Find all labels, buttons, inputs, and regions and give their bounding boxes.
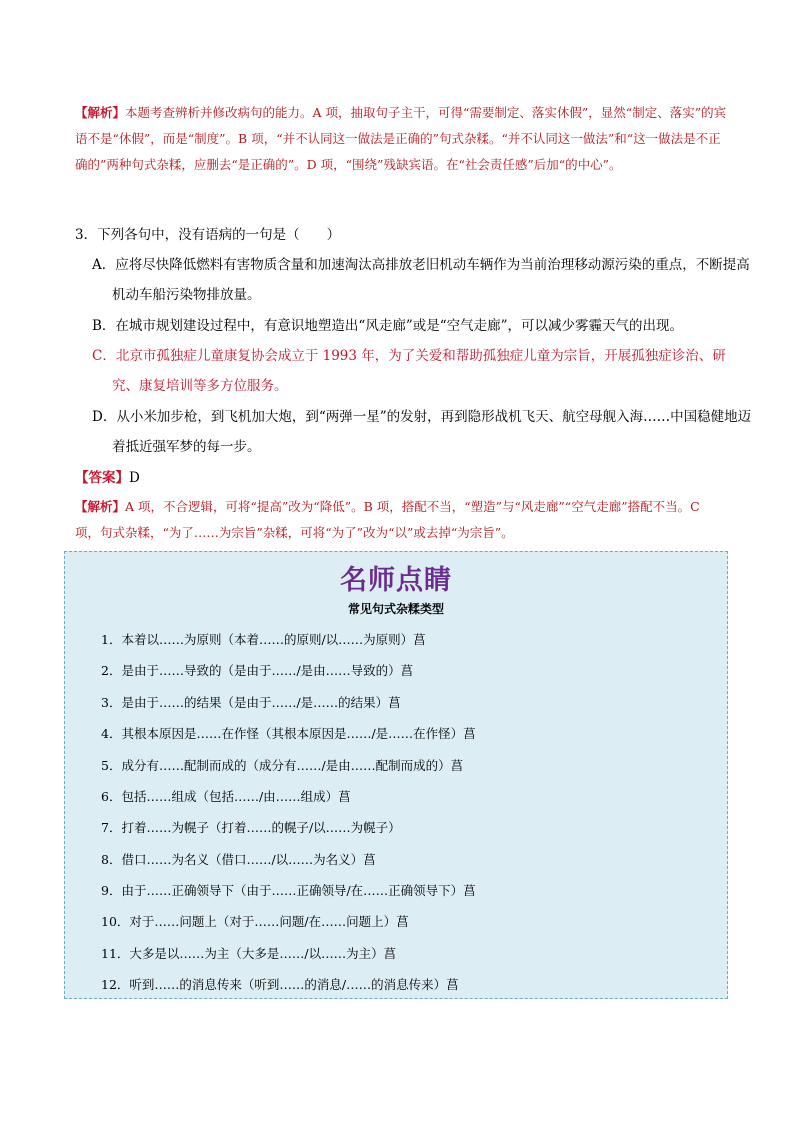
tip-item: 11．大多是以……为主（大多是……/以……为主）菖 — [101, 946, 397, 961]
tip-item: 6．包括……组成（包括……/由……组成）菖 — [101, 789, 351, 804]
tip-item: 4．其根本原因是……在作怪（其根本原因是……/是……在作怪）菖 — [101, 726, 476, 741]
answer-value: D — [129, 470, 140, 486]
tip-item: 8．借口……为名义（借口……/以……为名义）菖 — [101, 852, 376, 867]
tip-item: 9．由于……正确领导下（由于……正确领导/在……正确领导下）菖 — [101, 883, 476, 898]
question-stem: 3．下列各句中，没有语病的一句是（ ） — [75, 227, 341, 243]
tip-item: 3．是由于……的结果（是由于……/是……的结果）菖 — [101, 695, 401, 710]
answer-tag: 【答案】 — [75, 470, 129, 486]
tip-item: 1．本着以……为原则（本着……的原则/以……为原则）菖 — [101, 632, 426, 647]
option-b: B．在城市规划建设过程中，有意识地塑造出“风走廊”或是“空气走廊”，可以减少雾霾天气的出现。 — [92, 318, 684, 334]
analysis-paragraph-2 — [75, 494, 727, 546]
tip-item: 7．打着……为幌子（打着……的幌子/以……为幌子） — [101, 820, 401, 835]
tip-item: 12．听到……的消息传来（听到……的消息/……的消息传来）菖 — [101, 977, 459, 992]
analysis-paragraph-1 — [75, 100, 727, 178]
analysis-text: A 项，不合逻辑，可将“提高”改为“降低”。B 项，搭配不当，“塑造”与“风走廊”“空气走廊”搭配不当。C 项，句式杂糅，“为了……为宗旨”杂糅，可将“为了”改为“以”或去掉“为宗旨”。 — [75, 499, 700, 540]
tip-item: 2．是由于……导致的（是由于……/是由……导致的）菖 — [101, 663, 414, 678]
tips-title: 名师点睛 — [340, 565, 452, 596]
tip-item: 5．成分有……配制而成的（成分有……/是由……配制而成的）菖 — [101, 758, 464, 773]
option-d: D．从小米加步枪，到飞机加大炮，到“两弹一星”的发射，再到隐形战机飞天、航空母舰入海……中国稳健地迈着抵近强军梦的每一步。 — [92, 409, 752, 455]
answer-line — [75, 463, 727, 493]
option-a: A．应将尽快降低燃料有害物质含量和加速淘汰高排放老旧机动车辆作为当前治理移动源污染的重点，不断提高机动车船污染物排放量。 — [92, 257, 750, 303]
analysis-tag: 【解析】 — [75, 105, 126, 120]
tips-subtitle: 常见句式杂糅类型 — [347, 602, 444, 616]
tips-box — [64, 551, 728, 999]
tip-item: 10．对于……问题上（对于……问题/在……问题上）菖 — [101, 914, 409, 929]
analysis-text: 本题考查辨析并修改病句的能力。A 项，抽取句子主干，可得“需要制定、落实休假”，显然“制定、落实”的宾语不是“休假”，而是“制度”。B 项，“并不认同这一做法是正确的”句式杂糅。“并不认同这一做法”和“这一做法是不正确的”两种句式杂糅，应删去“是正确的”。D 项，“围绕”残缺宾语。在“社会责任感”后加“的中心”。 — [75, 105, 727, 172]
analysis-tag: 【解析】 — [75, 499, 126, 514]
option-c: C．北京市孤独症儿童康复协会成立于 1993 年，为了关爱和帮助孤独症儿童为宗旨，开展孤独症诊治、研究、康复培训等多方位服务。 — [92, 348, 726, 394]
